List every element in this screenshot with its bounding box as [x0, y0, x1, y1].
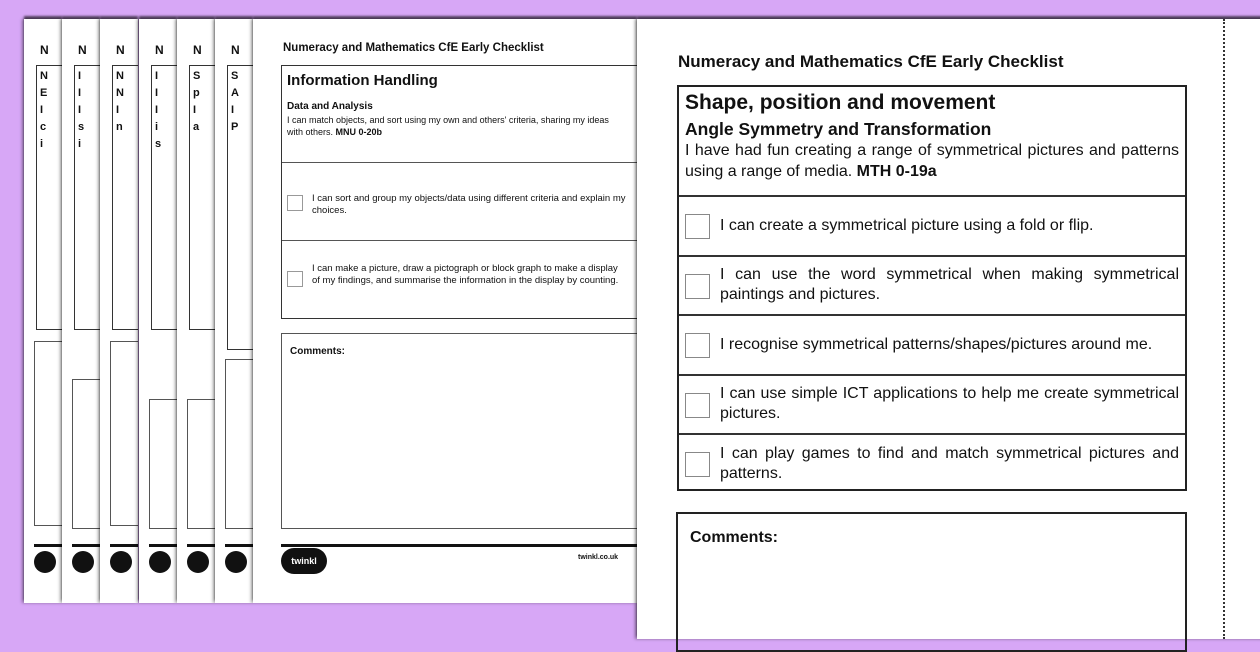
comments-box — [34, 341, 62, 526]
checklist-item — [282, 162, 637, 240]
comments-box — [110, 341, 138, 526]
footer-line — [225, 544, 253, 547]
comments-box — [72, 379, 100, 529]
page-title-fragment: N — [78, 43, 87, 57]
footer-line — [281, 544, 637, 547]
twinkl-logo — [110, 551, 132, 573]
comments-box — [187, 399, 215, 529]
twinkl-logo — [34, 551, 56, 573]
item-text: I can make a picture, draw a pictograph or block graph to make a display of my findings, and summarise the information in the display by counting. — [312, 263, 619, 286]
checklist-box — [189, 65, 215, 330]
page-title-fragment: N — [231, 43, 240, 57]
heading-fragment: S — [231, 70, 239, 82]
footer-line — [149, 544, 177, 547]
heading-fragment: a — [193, 121, 200, 133]
twinkl-logo: twinkl — [281, 548, 327, 574]
section-subheading: Angle Symmetry and Transformation — [685, 119, 992, 139]
checkbox[interactable] — [685, 214, 710, 239]
item-text: I can use the word symmetrical when making symmetrical paintings and pictures. — [720, 266, 1179, 304]
back-page-3 — [100, 19, 138, 603]
item-text: I recognise symmetrical patterns/shapes/pictures around me. — [720, 335, 1153, 353]
curriculum-code: MTH 0-19a — [856, 163, 937, 180]
heading-fragment: I — [231, 104, 235, 116]
checklist-box — [74, 65, 100, 330]
checklist-box — [151, 65, 177, 330]
footer-url: twinkl.co.uk — [578, 554, 619, 561]
comments-label: Comments: — [690, 529, 779, 546]
symmetry-checklist-page — [637, 19, 1260, 639]
comments-box — [225, 359, 253, 529]
heading-fragment: P — [231, 121, 239, 133]
checkbox[interactable] — [685, 393, 710, 418]
back-page-6 — [215, 19, 253, 603]
checklist-item — [679, 374, 1185, 434]
page-title-fragment: N — [116, 43, 125, 57]
checkbox[interactable] — [685, 274, 710, 299]
page-title-fragment: N — [193, 43, 202, 57]
page-title-fragment: N — [40, 43, 49, 57]
heading-fragment: E — [40, 87, 48, 99]
curriculum-code: MNU 0-20b — [335, 127, 383, 137]
page-title: Numeracy and Mathematics CfE Early Checklist — [678, 52, 1064, 71]
checklist-item — [679, 433, 1185, 493]
checklist-item — [679, 255, 1185, 315]
heading-fragment: N — [116, 70, 124, 82]
checkbox[interactable] — [287, 271, 303, 287]
heading-fragment: N — [116, 87, 124, 99]
checkbox[interactable] — [685, 452, 710, 477]
section-description — [287, 114, 627, 138]
twinkl-logo — [72, 551, 94, 573]
heading-fragment: I — [78, 104, 82, 116]
heading-fragment: S — [193, 70, 201, 82]
checklist-box — [677, 85, 1187, 491]
comments-box[interactable] — [281, 333, 637, 529]
page-title-fragment: N — [155, 43, 164, 57]
heading-fragment: s — [155, 138, 162, 150]
footer-line — [34, 544, 62, 547]
comments-box — [149, 399, 177, 529]
heading-fragment: I — [78, 87, 82, 99]
description-text: I have had fun creating a range of symmetrical pictures and patterns using a range of media. — [685, 142, 1179, 180]
back-page-1 — [24, 19, 62, 603]
checklist-box — [36, 65, 62, 330]
heading-fragment: c — [40, 121, 47, 133]
checklist-item — [679, 195, 1185, 255]
checklist-item — [679, 314, 1185, 374]
section-description — [685, 140, 1179, 182]
section-heading: Shape, position and movement — [685, 91, 996, 114]
heading-fragment: i — [155, 121, 159, 133]
twinkl-logo — [187, 551, 209, 573]
section-header — [679, 87, 1185, 195]
heading-fragment: i — [78, 138, 82, 150]
heading-fragment: s — [78, 121, 85, 133]
heading-fragment: I — [78, 70, 82, 82]
information-handling-page — [253, 19, 637, 603]
comments-label: Comments: — [290, 346, 346, 357]
checklist-box — [227, 65, 253, 350]
heading-fragment: I — [155, 87, 159, 99]
page-title: Numeracy and Mathematics CfE Early Checklist — [283, 42, 544, 54]
heading-fragment: I — [155, 104, 159, 116]
checklist-box — [112, 65, 138, 330]
footer-line — [72, 544, 100, 547]
heading-fragment: n — [116, 121, 123, 133]
heading-fragment: I — [40, 104, 44, 116]
back-page-4 — [139, 19, 177, 603]
heading-fragment: p — [193, 87, 200, 99]
cut-line — [1223, 19, 1225, 639]
comments-box[interactable] — [676, 512, 1187, 652]
checkbox[interactable] — [685, 333, 710, 358]
twinkl-logo — [225, 551, 247, 573]
heading-fragment: I — [155, 70, 159, 82]
item-text: I can use simple ICT applications to help me create symmetrical pictures. — [720, 385, 1179, 423]
section-subheading: Data and Analysis — [287, 101, 373, 112]
heading-fragment: i — [40, 138, 44, 150]
item-text: I can create a symmetrical picture using a fold or flip. — [720, 216, 1094, 234]
checklist-item — [282, 240, 637, 318]
checklist-box — [281, 65, 637, 319]
heading-fragment: I — [116, 104, 120, 116]
item-text: I can sort and group my objects/data using different criteria and explain my choices. — [312, 193, 626, 216]
twinkl-logo — [149, 551, 171, 573]
heading-fragment: A — [231, 87, 239, 99]
footer-line — [110, 544, 138, 547]
back-page-5 — [177, 19, 215, 603]
heading-fragment: N — [40, 70, 48, 82]
description-text: I can match objects, and sort using my own and others' criteria, sharing my ideas with others. — [287, 115, 609, 137]
footer-line — [187, 544, 215, 547]
checkbox[interactable] — [287, 195, 303, 211]
heading-fragment: I — [193, 104, 197, 116]
item-text: I can play games to find and match symmetrical pictures and patterns. — [720, 444, 1179, 482]
back-page-2 — [62, 19, 100, 603]
section-heading: Information Handling — [287, 72, 438, 89]
